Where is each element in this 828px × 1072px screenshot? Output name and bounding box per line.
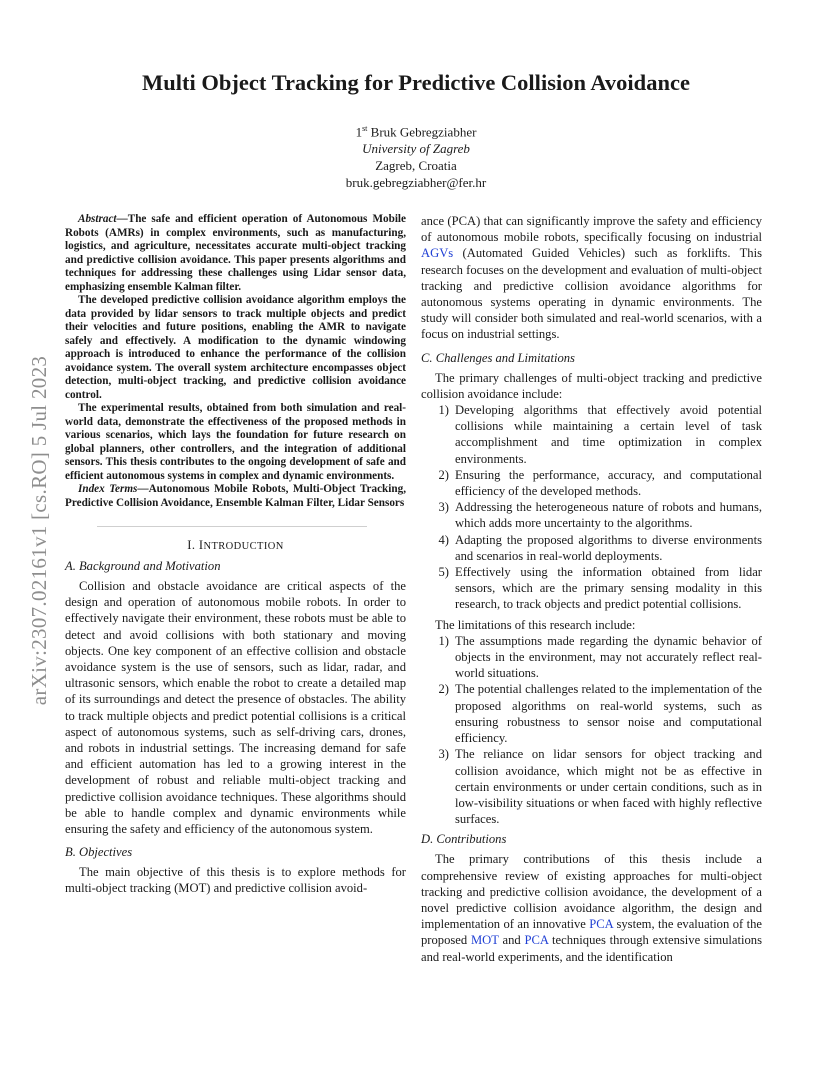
list-item [421, 564, 762, 613]
index-terms-text: —Autonomous Mobile Robots, Multi-Object Tracking, Predictive Collision Avoidance, Ensemble Kalman Filter, Lidar Sensors [65, 483, 406, 509]
objectives-paragraph-continued [421, 213, 762, 343]
index-terms [65, 483, 406, 510]
pca-acronym-link[interactable]: PCA [589, 917, 614, 932]
list-text: Addressing the heterogeneous nature of robots and humans, which adds more uncertainty to the algorithms. [455, 500, 762, 531]
list-text: The potential challenges related to the implementation of the proposed algorithms on real-world systems, such as ensuring robustness to sensor noise and computational efficiency. [455, 682, 762, 746]
list-text: The reliance on lidar sensors for object tracking and collision avoidance, which might not be as effective in certain environments or under certain conditions, such as in low-visibility situations or when faced with highly reflective surfaces. [455, 747, 762, 827]
list-text: Adapting the proposed algorithms to diverse environments and scenarios in real-world deployments. [455, 532, 762, 563]
arxiv-identifier-stamp [20, 300, 60, 760]
author-block [66, 120, 766, 191]
list-item [421, 532, 762, 564]
author-affiliation: University of Zagreb [362, 141, 470, 157]
author-location: Zagreb, Croatia [375, 158, 457, 174]
agv-acronym-link[interactable]: AGVs [421, 246, 454, 261]
mot-acronym-link[interactable]: MOT [470, 933, 499, 948]
author-index: 1 [355, 124, 363, 140]
abstract-block [65, 213, 406, 510]
contributions-text-1: The primary contributions of this thesis include a comprehensive review of existing approaches for multi-object tracking and predictive collision avoidance, the development of a novel predictive collision avoidance algorithm, the design and implementation of an innovative [421, 852, 762, 932]
challenges-list [421, 402, 762, 613]
subsection-heading-objectives: B. Objectives [65, 845, 133, 860]
list-number: 1) [438, 633, 449, 648]
subsection-heading-background: A. Background and Motivation [65, 559, 221, 573]
contributions-text-2: system, the evaluation of the proposed [421, 917, 762, 948]
section-heading-introduction [65, 537, 406, 555]
abstract-label: Abstract [78, 213, 117, 225]
list-number: 3) [438, 500, 449, 515]
subsection-heading-challenges: C. Challenges and Limitations [421, 350, 575, 365]
author-email: bruk.gebregziabher@fer.hr [345, 175, 487, 191]
challenges-intro: The primary challenges of multi-object tracking and predictive collision avoidance include: [421, 370, 762, 401]
contributions-paragraph [421, 851, 762, 964]
list-number: 4) [438, 532, 449, 547]
contributions-text-4: techniques through extensive simulations and real-world experiments, and the identification [421, 933, 763, 964]
list-item [421, 467, 762, 499]
list-text: The assumptions made regarding the dynamic behavior of objects in the environment, may not accurately reflect real-world situations. [455, 633, 762, 681]
pca-acronym-link-2[interactable]: PCA [524, 933, 549, 948]
list-number: 2) [438, 682, 449, 697]
author-name: Bruk Gebregziabher [370, 124, 477, 140]
list-text: Effectively using the information obtained from lidar sensors, which are the primary sensing modality in this research, to track objects and predict potential collisions. [455, 565, 762, 612]
list-item [421, 499, 762, 531]
limitations-list [421, 633, 762, 827]
list-number: 3) [438, 747, 449, 762]
background-paragraph: Collision and obstacle avoidance are critical aspects of the design and operation of autonomous mobile robots. In order to effectively navigate their environment, these robots must be able to detect and avoid collisions with both stationary and moving objects. One key component of an effective collision and obstacle avoidance system is the use of sensors, such as lidar, radar, and ultrasonic sensors, which enable the robot to create a detailed map of its surroundings and detect the presence of obstacles. The ability to track multiple objects and predict potential collisions is a critical aspect of autonomous systems, such as self-driving cars, drones, and robots in industrial settings. The increasing demand for safe and efficient automation has led to a growing interest in the development of robust and reliable multi-object tracking and predictive collision avoidance techniques. These algorithms should be able to handle complex and dynamic environments while ensuring the safety and efficiency of the autonomous system. [65, 579, 406, 837]
contributions-text-3: and [498, 933, 525, 948]
objectives-text-2: (Automated Guided Vehicles) such as forklifts. This research focuses on the development and evaluation of multi-object tracking and predictive collision avoidance algorithms for autonomous systems operating in dynamic environments. The study will consider both simulated and real-world scenarios, with a focus on industrial settings. [421, 246, 762, 342]
abstract-divider [97, 526, 367, 527]
list-text: Ensuring the performance, accuracy, and computational efficiency of the developed methods. [455, 467, 762, 499]
list-item [421, 746, 762, 827]
list-item [421, 633, 762, 682]
list-text: Developing algorithms that effectively avoid potential collisions while maintaining a certain level of task accomplishment and time optimization in complex environments. [455, 403, 762, 466]
list-number: 5) [438, 565, 449, 580]
objectives-paragraph-start: The main objective of this thesis is to explore methods for multi-object tracking (MOT) and predictive collision avoid- [65, 865, 406, 896]
list-number: 2) [438, 467, 449, 482]
index-terms-label: Index Terms [78, 483, 138, 495]
left-column [65, 213, 406, 897]
limitations-intro: The limitations of this research include: [435, 617, 636, 632]
author-name-line [66, 120, 766, 140]
subsection-heading-contributions: D. Contributions [421, 832, 507, 847]
list-item [421, 681, 762, 746]
section-number: I. I [187, 538, 204, 552]
abstract-text-1: —The safe and efficient operation of Autonomous Mobile Robots (AMRs) in complex environments, such as manufacturing, logistics, and agriculture, necessitates accurate multi-object tracking and predictive collision avoidance. This paper presents algorithms and techniques for addressing these challenges using Lidar sensor data, emphasizing ensemble Kalman filter. [65, 213, 406, 293]
abstract-paragraph-1 [65, 213, 406, 294]
list-number: 1) [438, 403, 449, 418]
abstract-paragraph-3: The experimental results, obtained from both simulation and real-world data, demonstrate the effectiveness of the proposed methods in various scenarios, which lays the foundation for future research on global planners, other controllers, and the integration of additional sensors. This thesis contributes to the ongoing development of safe and efficient autonomous systems in complex and dynamic environments. [65, 402, 406, 482]
paper-title: Multi Object Tracking for Predictive Collision Avoidance [142, 70, 690, 95]
section-name: NTRODUCTION [203, 541, 284, 552]
author-index-sup: st [362, 124, 368, 133]
arxiv-id-text: arXiv:2307.02161v1 [cs.RO] 5 Jul 2023 [27, 355, 52, 705]
objectives-text-1: ance (PCA) that can significantly improve the safety and efficiency of autonomous mobile robots, specifically focusing on industrial [421, 214, 762, 245]
list-item [421, 402, 762, 467]
abstract-paragraph-2: The developed predictive collision avoidance algorithm employs the data provided by lidar sensors to track multiple objects and predict their velocities and future positions, enabling the AMR to navigate safely and effectively. A modification to the dynamic windowing approach is introduced to enhance the performance of the collision avoidance system. The overall system architecture encompasses object detection, multi-object tracking, and predictive collision avoidance control. [65, 294, 406, 401]
right-column [421, 213, 762, 965]
